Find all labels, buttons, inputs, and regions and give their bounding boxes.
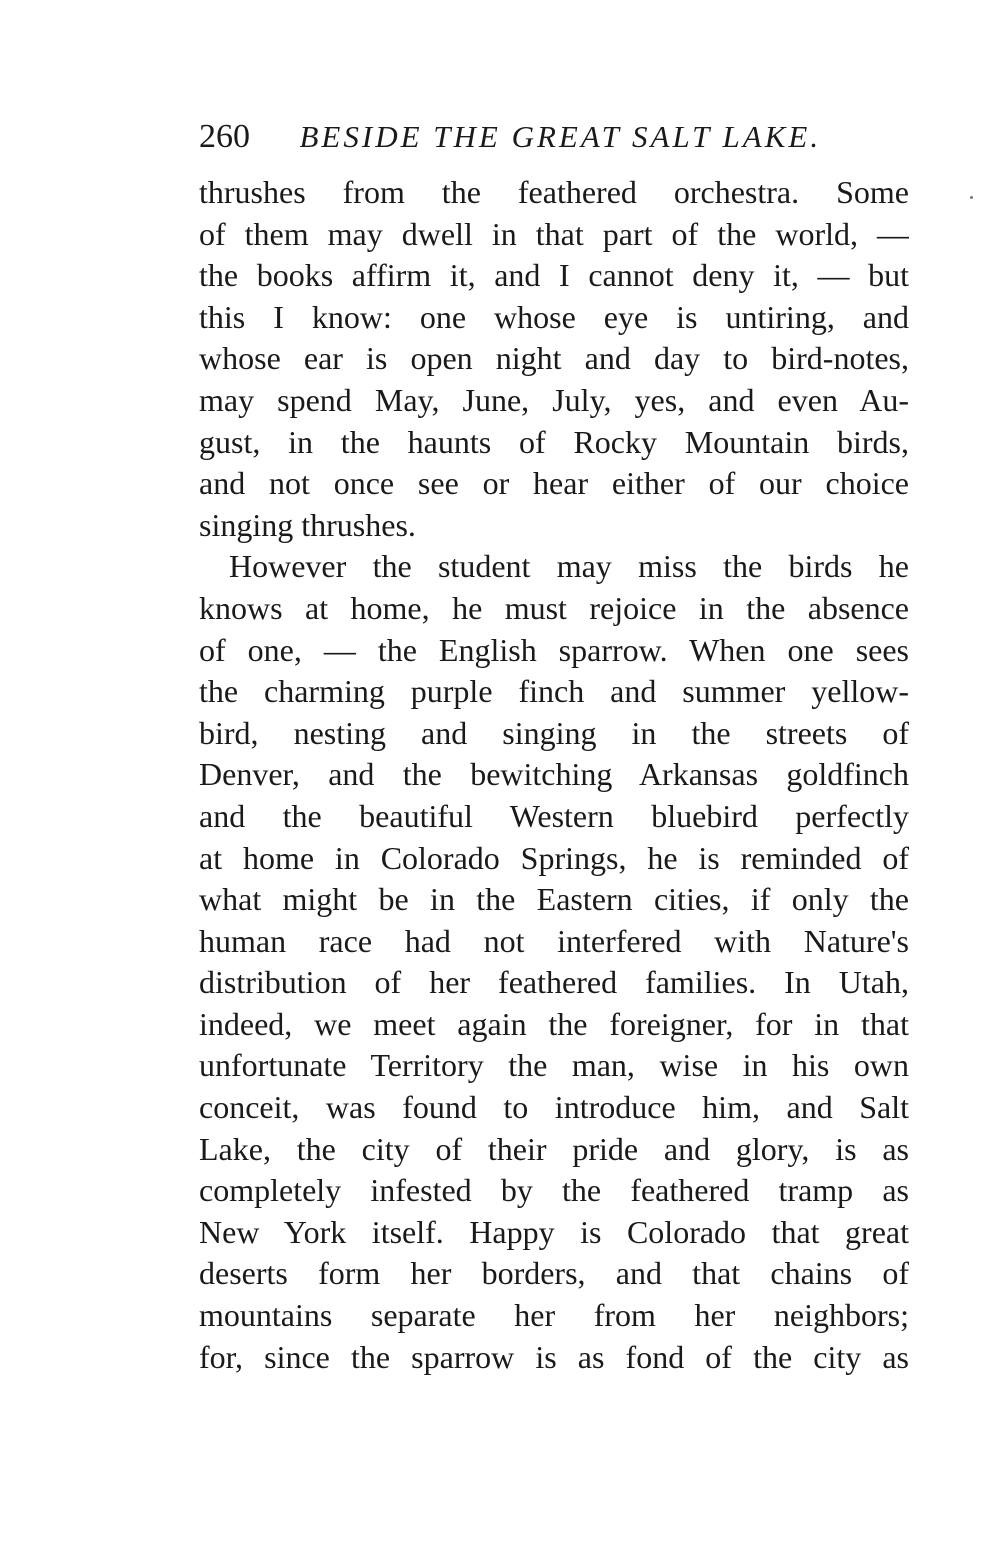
- text-line: Lake, the city of their pride and glory, is as: [199, 1130, 909, 1167]
- text-line: of one, — the English sparrow. When one sees: [199, 631, 909, 668]
- text-line: for, since the sparrow is as fond of the city as: [199, 1338, 909, 1375]
- text-line: of them may dwell in that part of the world, —: [199, 215, 909, 252]
- text-line: the charming purple finch and summer yellow-: [199, 673, 909, 710]
- text-line: mountains separate her from her neighbors;: [199, 1297, 909, 1334]
- text-line: what might be in the Eastern cities, if only the: [199, 881, 909, 918]
- body-text: [199, 172, 909, 1378]
- text-line: New York itself. Happy is Colorado that great: [199, 1213, 909, 1250]
- text-line: the books affirm it, and I cannot deny it, — but: [199, 257, 909, 294]
- text-line: unfortunate Territory the man, wise in his own: [199, 1047, 909, 1084]
- paragraph-start-line: However the student may miss the birds he: [229, 548, 909, 585]
- running-title: BESIDE THE GREAT SALT LAKE.: [299, 119, 822, 154]
- text-line: Denver, and the bewitching Arkansas goldfinch: [199, 756, 909, 793]
- stray-ink-mark: [970, 196, 973, 199]
- text-line: completely infested by the feathered tramp as: [199, 1172, 909, 1209]
- text-line: and not once see or hear either of our choice: [199, 465, 909, 502]
- text-line: indeed, we meet again the foreigner, for in that: [199, 1005, 909, 1042]
- text-line: knows at home, he must rejoice in the absence: [199, 589, 909, 626]
- text-line: gust, in the haunts of Rocky Mountain birds,: [199, 423, 909, 460]
- text-line: conceit, was found to introduce him, and Salt: [199, 1089, 909, 1126]
- paragraph-end-line: singing thrushes.: [199, 506, 416, 543]
- text-line: deserts form her borders, and that chains of: [199, 1255, 909, 1292]
- text-line: may spend May, June, July, yes, and even Au-: [199, 381, 909, 418]
- text-line: whose ear is open night and day to bird-notes,: [199, 340, 909, 377]
- page-number: 260: [199, 118, 250, 155]
- running-head: [199, 112, 919, 162]
- text-line: this I know: one whose eye is untiring, and: [199, 298, 909, 335]
- text-line: thrushes from the feathered orchestra. Some: [199, 174, 909, 210]
- text-line: human race had not interfered with Nature's: [199, 922, 909, 959]
- text-line: at home in Colorado Springs, he is reminded of: [199, 839, 909, 876]
- text-line: distribution of her feathered families. In Utah,: [199, 964, 909, 1001]
- text-line: bird, nesting and singing in the streets of: [199, 714, 909, 751]
- text-line: and the beautiful Western bluebird perfectly: [199, 797, 909, 834]
